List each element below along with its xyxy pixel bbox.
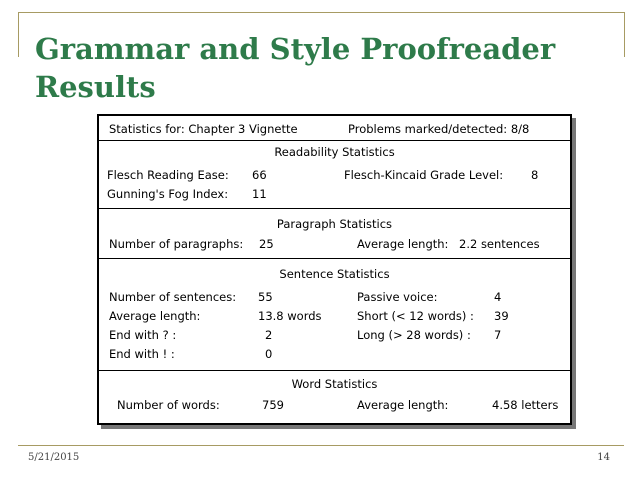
passive-voice-label: Passive voice: — [357, 290, 438, 304]
statistics-panel — [97, 114, 572, 425]
sentence-count-value: 55 — [258, 290, 273, 304]
statistics-for-label: Statistics for: Chapter 3 Vignette — [109, 122, 298, 136]
slide-title: Grammar and Style Proofreader Results — [35, 32, 556, 104]
passive-voice-value: 4 — [494, 290, 502, 304]
paragraph-count-value: 25 — [259, 237, 274, 251]
readability-heading: Readability Statistics — [274, 145, 395, 159]
paragraph-heading: Paragraph Statistics — [276, 217, 393, 231]
end-with-exclamation-label: End with ! : — [109, 347, 175, 361]
word-section — [99, 370, 570, 424]
sentence-count-label: Number of sentences: — [109, 290, 237, 304]
paragraph-section — [99, 208, 570, 259]
paragraph-count-label: Number of paragraphs: — [109, 237, 244, 251]
footer-date: 5/21/2015 — [28, 452, 80, 463]
readability-section — [99, 140, 570, 209]
paragraph-average-value: 2.2 sentences — [459, 237, 540, 251]
short-sentences-label: Short (< 12 words) : — [357, 309, 474, 323]
word-average-label: Average length: — [357, 398, 449, 412]
long-sentences-label: Long (> 28 words) : — [357, 328, 471, 342]
long-sentences-value: 7 — [494, 328, 502, 342]
end-with-question-label: End with ? : — [109, 328, 177, 342]
slide-frame-right — [624, 12, 625, 57]
end-with-question-value: 2 — [265, 328, 273, 342]
sentence-heading: Sentence Statistics — [279, 267, 390, 281]
gunning-fog-value: 11 — [252, 187, 267, 201]
gunning-fog-label: Gunning's Fog Index: — [107, 187, 229, 201]
end-with-exclamation-value: 0 — [265, 347, 273, 361]
slide-frame-left — [18, 12, 19, 57]
sentence-average-value: 13.8 words — [258, 309, 322, 323]
word-count-label: Number of words: — [117, 398, 220, 412]
sentence-average-label: Average length: — [109, 309, 201, 323]
flesch-reading-ease-value: 66 — [252, 168, 267, 182]
sentence-section — [99, 258, 570, 371]
flesch-kincaid-label: Flesch-Kincaid Grade Level: — [344, 168, 504, 182]
footer-page-number: 14 — [597, 452, 610, 463]
paragraph-average-label: Average length: — [357, 237, 449, 251]
word-average-value: 4.58 letters — [492, 398, 559, 412]
slide-frame-top — [18, 12, 624, 13]
flesch-kincaid-value: 8 — [531, 168, 539, 182]
flesch-reading-ease-label: Flesch Reading Ease: — [107, 168, 229, 182]
word-heading: Word Statistics — [291, 377, 378, 391]
word-count-value: 759 — [262, 398, 284, 412]
short-sentences-value: 39 — [494, 309, 509, 323]
problems-marked-label: Problems marked/detected: 8/8 — [348, 122, 530, 136]
footer-divider — [18, 445, 624, 446]
